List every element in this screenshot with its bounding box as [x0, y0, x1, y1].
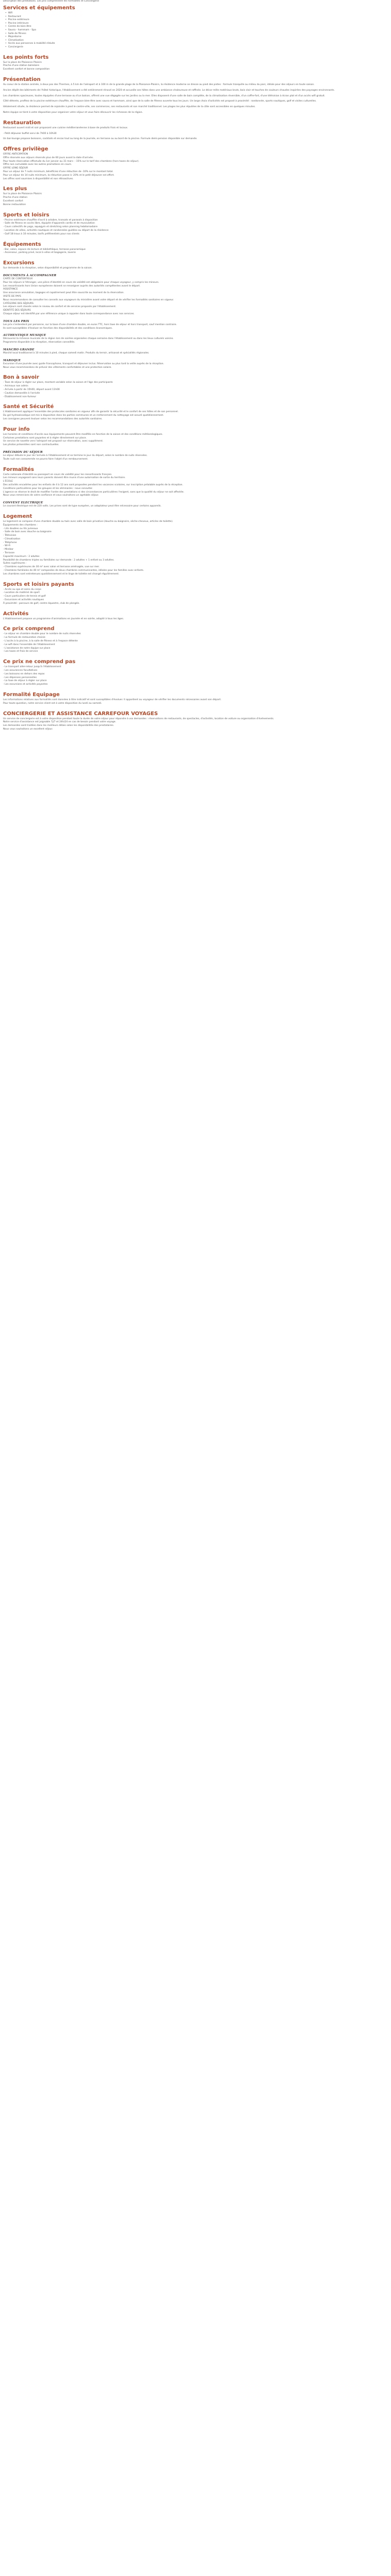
text-line: Le logement se compose d'une chambre double ou twin avec salle de bain privative (douche ou baignoire, sèche-cheveux, articles de toilette).	[3, 520, 173, 523]
sports2-title: Sports et loisirs payants	[3, 581, 74, 587]
maroque-body	[3, 363, 388, 370]
text-line: - L'accès à la piscine, à la salle de fitness et à l'espace détente	[3, 640, 78, 643]
text-line: Suites supérieures :	[3, 562, 27, 565]
text-line: - Minibar	[3, 548, 14, 551]
concierge-body	[3, 718, 388, 732]
services-item: • Accès aux personnes à mobilité réduite	[5, 42, 388, 46]
documents-title: DOCUMENTS À ACCOMPAGNER	[3, 274, 57, 278]
activites-body	[3, 618, 388, 621]
sports2-body	[3, 588, 388, 606]
services-item: • Majordome	[5, 36, 388, 39]
text-line: - Chambres familiales de 40 m² composées de deux chambres communicantes, idéales pour les familles avec enfants.	[3, 569, 144, 572]
paragraph: Notre équipe se tient à votre disposition pour organiser votre séjour et vous faire découvrir les richesses de la région.	[3, 111, 143, 114]
text-line: Sur demande à la réception, selon disponibilité et programme de la saison.	[3, 267, 93, 270]
comprend-title: Ce prix comprend	[3, 626, 55, 632]
text-line: - Le wifi dans l'ensemble de l'établissement	[3, 643, 55, 646]
excursions-body	[3, 267, 388, 270]
conventions-body	[3, 505, 388, 509]
conventions-title: CONVENT ELECTRIQUE	[3, 501, 43, 505]
presentation-body	[3, 83, 388, 115]
maroque-title: MAROQUE	[3, 359, 21, 362]
text-line: Le courant électrique est de 220 volts. Les prises sont de type européen, un adaptateur peut être nécessaire pour certains appareils.	[3, 505, 161, 508]
text-line: - La formule de restauration choisie	[3, 636, 45, 639]
equipements-body	[3, 248, 388, 256]
text-line: Pour un séjour de 7 nuits minimum, bénéficiez d'une réduction de -10% sur le montant total.	[3, 171, 113, 174]
text-line: Proche d'une station	[3, 196, 28, 199]
infos-body	[3, 433, 388, 447]
text-line: Possibilité de chambres triples ou familiales sur demande : 2 adultes + 1 enfant ou 3 adultes.	[3, 558, 115, 562]
text-line: Les photos présentées sont non contractuelles.	[3, 444, 59, 447]
text-line: Les séjours sont classés selon le niveau de confort et de services proposés par l'établissement.	[3, 306, 117, 309]
text-line: Capacité maximum : 2 adultes	[3, 555, 40, 558]
precisions-title: PRÉCISION DU SÉJOUR	[3, 450, 43, 454]
services-item: • Wifi	[5, 12, 388, 15]
text-line: Toute nuit non consommée ne pourra faire l'objet d'un remboursement.	[3, 457, 88, 461]
text-line: - Cours collectifs de yoga, aquagym et stretching selon planning hebdomadaire	[3, 226, 98, 229]
text-line: Nous vous souhaitons un excellent séjour.	[3, 727, 53, 731]
comprend-pas-body	[3, 666, 388, 687]
bien-body	[3, 381, 388, 399]
equipements-title: Équipements	[3, 241, 41, 247]
text-line: Les chambres sont entretenues quotidiennement et le linge de toilette est changé régulièrement.	[3, 572, 119, 575]
paragraph: Côté détente, profitez de la piscine extérieure chauffée, de l'espace bien-être avec sauna et hammam, ainsi que de la salle de fitness ouverte tous les jours. Un large choix d'activités est proposé à proximité : randonnée, sports nautiques, golf et visites culturelles.	[3, 100, 317, 103]
services-item: • Centre de bien-être	[5, 25, 388, 29]
text-line: L'ÉCOLE	[3, 480, 13, 483]
services-item: • Piscine extérieure	[5, 19, 388, 22]
services-item: • Sauna - hammam - Spa	[5, 29, 388, 32]
text-line: Pour un séjour de 14 nuits minimum, la réduction passe à -20% et le petit déjeuner est offert.	[3, 174, 115, 177]
precisions-body	[3, 454, 388, 462]
mancho-title: MANCHO GRANDE	[3, 348, 35, 351]
text-line: - Caution demandée à l'arrivée	[3, 392, 40, 395]
text-line: Conditions particulières pour les groupes et les séminaires : nous consulter.	[3, 487, 93, 490]
infos-title: Pour info	[3, 426, 30, 432]
text-line: Proche d'une station balnéaire	[3, 64, 40, 67]
text-line: - Chambres supérieures de 30 m² avec salon et terrasse aménagée, vue sur mer.	[3, 566, 100, 569]
text-line: - Ascenseur, parking privé, local à vélos et bagagerie, laverie	[3, 251, 76, 255]
text-line: - Le séjour en chambre double pour le nombre de nuits réservées	[3, 633, 81, 636]
services-list	[3, 12, 388, 49]
paragraph: Au coeur de la station animée, à deux pas des Thermes, à 5 km de l'aéroport et à 100 m de la grande plage de la Plaisance-Plaisirs, la résidence moderne se dresse au pied des pistes : formule tranquille au milieu du parc, idéale pour des séjours en toute saison.	[3, 83, 315, 86]
plus-body	[3, 193, 388, 207]
text-line: - Animaux non admis	[3, 385, 28, 388]
services-item: • Climatisation	[5, 39, 388, 43]
authentique-title: AUTHENTIQUE MUSIQUE	[3, 334, 46, 337]
text-line: - Climatisation	[3, 537, 21, 540]
text-line: - Taxe de séjour à régler sur place, montant variable selon la saison et l'âge des participants	[3, 381, 113, 384]
text-line: - Les taxes et frais de service	[3, 650, 38, 653]
text-line: - Golf 18 trous à 10 minutes, tarifs préférentiels pour nos clients	[3, 232, 79, 235]
text-line: Équipements des chambres :	[3, 523, 38, 527]
text-line: - Excursions et activités nautiques	[3, 599, 44, 602]
text-line: ASSISTANCE	[3, 288, 18, 291]
text-line: Pour les séjours à l'étranger, une pièce d'identité en cours de validité est obligatoire pour chaque voyageur, y compris les mineurs.	[3, 281, 159, 284]
text-line: Programme disponible à la réception, réservation conseillée.	[3, 341, 75, 344]
text-line: OFFRE ANTICIPATION	[3, 153, 28, 156]
logement-body	[3, 520, 388, 577]
text-line: - Le transport aller-retour jusqu'à l'établissement	[3, 666, 61, 669]
text-line: - Les excursions et activités payantes	[3, 683, 48, 686]
text-line: Notre service d'assistance est joignable 7j/7 et 24h/24 en cas de besoin pendant votre voyage.	[3, 721, 117, 724]
comprend-pas-title: Ce prix ne comprend pas	[3, 659, 76, 665]
text-line: Nous vous remercions de votre confiance et vous souhaitons un agréable séjour.	[3, 494, 99, 497]
text-line: Excellent confort et bonne composition	[3, 68, 50, 71]
text-line: Carte nationale d'identité ou passeport en cours de validité pour les ressortissants français.	[3, 473, 112, 476]
equipage-body	[3, 699, 388, 706]
text-line: Chaque séjour est identifié par une référence unique à rappeler dans toute correspondance avec nos services.	[3, 313, 135, 315]
activites-title: Activités	[3, 611, 29, 617]
text-line: L'agence se réserve le droit de modifier l'ordre des prestations si des circonstances particulières l'exigent, sans que la qualité du séjour ne soit affectée.	[3, 490, 185, 494]
text-line: Une assurance annulation, bagages et rapatriement peut être souscrite au moment de la réservation.	[3, 292, 124, 295]
text-line: Pour toute réservation effectuée du 1er janvier au 31 mars : -15% sur le tarif des chambres (hors taxes de séjour).	[3, 160, 139, 163]
text-line: Pour toute question, notre service client est à votre disposition du lundi au samedi.	[3, 702, 102, 705]
text-line: - L'assistance de notre équipe sur place	[3, 647, 51, 650]
formalites-body	[3, 473, 388, 498]
sports-title: Sports et loisirs	[3, 212, 50, 218]
equipage-title: Formalité Equipage	[3, 692, 60, 698]
text-line: L'établissement propose un programme d'animations en journée et en soirée, adapté à tous les âges.	[3, 617, 124, 620]
tous-body	[3, 324, 388, 331]
services-item: • Conciergerie	[5, 46, 388, 49]
text-line: CARTE DE CONTENTIEUX	[3, 278, 33, 281]
text-line: Les informations relatives aux formalités sont données à titre indicatif et sont susceptibles d'évoluer. Il appartient au voyageur de vérifier les documents nécessaires avant son départ.	[3, 699, 221, 701]
text-line: - Téléphone	[3, 541, 17, 544]
text-line: - Location de vélos, activités nautiques et randonnées guidées au départ de la résidence	[3, 229, 109, 232]
bien-title: Bon à savoir	[3, 375, 39, 381]
text-line: Les consignes peuvent évoluer selon les recommandations des autorités sanitaires.	[3, 417, 103, 420]
text-line: Bonne restauration	[3, 203, 26, 206]
text-line: - Terrasse	[3, 552, 15, 555]
text-line: - Location de matériel de sport	[3, 591, 40, 595]
text-line: Offre réservée aux séjours réservés plus de 60 jours avant la date d'arrivée.	[3, 156, 94, 159]
text-line: - Les assurances facultatives	[3, 669, 38, 672]
text-line: CATÉGORIE DES SÉJOURS	[3, 302, 34, 305]
text-line: Les horaires et conditions d'accès aux équipements peuvent être modifiés en fonction de la saison et des conditions météorologiques.	[3, 433, 163, 436]
text-line: - Salle de fitness en accès libre, équipée d'appareils cardio et de musculation	[3, 222, 95, 225]
points-list	[3, 61, 388, 72]
text-line: - Les dépenses personnelles	[3, 676, 37, 679]
logement-title: Logement	[3, 513, 32, 519]
paragraph: Un bar-lounge propose boissons, cocktails et encas tout au long de la journée, en terrasse ou au bord de la piscine. Formule demi-pension disponible sur demande.	[3, 138, 198, 141]
authentique-body	[3, 337, 388, 345]
text-line: Un service de navette vers l'aéroport est proposé sur réservation, avec supplément.	[3, 440, 104, 443]
text-line: - Wi-Fi	[3, 545, 11, 548]
text-line: L'établissement applique l'ensemble des protocoles sanitaires en vigueur afin de garantir la sécurité et le confort de ses hôtes et de son personnel.	[3, 411, 179, 414]
text-line: Les mineurs voyageant sans leurs parents doivent être munis d'une autorisation de sortie du territoire.	[3, 477, 126, 480]
text-line: - Télévision	[3, 534, 17, 537]
document	[3, 0, 388, 734]
offres-body	[3, 153, 388, 181]
text-line: Les ressortissants hors Union européenne doivent se renseigner auprès des autorités compétentes avant le départ.	[3, 284, 141, 287]
sante-body	[3, 411, 388, 421]
text-line: IDENTITÉ DES SÉJOURS	[3, 309, 31, 312]
text-line: Offre non cumulable avec les autres promotions en cours.	[3, 163, 72, 166]
excursions-title: Excursions	[3, 260, 35, 266]
text-line: Ils sont susceptibles d'évoluer en fonction des disponibilités et des conditions économiques.	[3, 327, 113, 330]
presentation-title: Présentation	[3, 76, 41, 82]
points-title: Les points forts	[3, 54, 49, 60]
text-line: À proximité : parcours de golf, centre équestre, club de plongée.	[3, 602, 80, 605]
comprend-body	[3, 633, 388, 654]
restauration-body	[3, 127, 388, 141]
intro-text: Description des prestations. Les prix comprennent les Formalités et Conciergerie	[3, 0, 100, 3]
text-line: Certaines prestations sont payantes et à régler directement sur place.	[3, 436, 87, 439]
text-line: - Accès au spa et soins du corps	[3, 588, 41, 591]
paragraph: Restaurant ouvert midi et soir proposant une cuisine méditerranéenne à base de produits frais et locaux.	[3, 126, 128, 129]
concierge-title: CONCIERGERIE ET ASSISTANCE CARREFOUR VOYAGES	[3, 710, 158, 717]
text-line: Sur la place de Plaisance Plaisirs	[3, 193, 42, 196]
formalites-title: Formalités	[3, 466, 34, 472]
text-line: - Les boissons en dehors des repas	[3, 672, 45, 675]
text-line: Les offres sont soumises à disponibilité et non rétroactives.	[3, 177, 74, 180]
text-line: - Arrivée à partir de 15h00, départ avant 11h00	[3, 388, 60, 391]
text-line: - Lits doubles ou lits jumeaux	[3, 527, 38, 530]
plus-title: Les plus	[3, 186, 27, 192]
text-line: - Établissement non-fumeur	[3, 395, 37, 398]
text-line: - Piscine extérieure chauffée d'avril à octobre, transats et parasols à disposition	[3, 218, 98, 222]
text-line: - La taxe de séjour à régler sur place	[3, 680, 47, 683]
text-line: - Bar, salon, espace de lecture et bibliothèque, terrasse panoramique	[3, 248, 86, 251]
text-line: Marché local traditionnel à 10 minutes à pied, chaque samedi matin. Produits du terroir, artisanat et spécialités régionales.	[3, 351, 150, 354]
text-line: Des activités encadrées pour les enfants de 4 à 12 ans sont proposées pendant les vacances scolaires, sur inscription préalable auprès de la réception.	[3, 483, 183, 486]
paragraph: Ancien dépôt des bâtiments de l'hôtel historique, l'établissement a été entièrement rénové en 2020 et accueille ses hôtes dans une ambiance chaleureuse et raffinée. Le décor mêle matériaux bruts, bois clair et touches de couleurs chaudes inspirées des paysages environnants.	[3, 89, 335, 92]
text-line: OFFRE LONG SÉJOUR	[3, 167, 28, 170]
text-line: Excellent confort	[3, 200, 23, 203]
text-line: - Cours particuliers de tennis et golf	[3, 595, 46, 598]
text-line: Un service de conciergerie est à votre disposition pendant toute la durée de votre séjour pour répondre à vos demandes : réservations de restaurants, de spectacles, d'activités, location de voiture ou organisation d'événements.	[3, 717, 274, 720]
text-line: Du gel hydroalcoolique est mis à disposition dans les parties communes et un renforcement du nettoyage est assuré quotidiennement.	[3, 414, 164, 417]
text-line: - Salle de bain avec douche ou baignoire	[3, 531, 52, 534]
text-line: Découvrez la richesse musicale de la région lors de soirées organisées chaque semaine dans l'établissement ou dans les lieux culturels voisins.	[3, 337, 174, 341]
mancho-body	[3, 352, 388, 355]
paragraph: Les chambres spacieuses, toutes équipées d'une terrasse ou d'un balcon, offrent une vue dégagée sur les jardins ou la mer. Elles disposent d'une salle de bain complète, de la climatisation réversible, d'un coffre-fort, d'une télévision à écran plat et d'un accès wifi gratuit.	[3, 94, 325, 97]
services-title: Services et équipements	[3, 5, 75, 11]
sante-title: Santé et Sécurité	[3, 404, 54, 410]
text-line: Les prix s'entendent par personne, sur la base d'une chambre double, en euros TTC, hors taxe de séjour et hors transport, sauf mention contraire.	[3, 323, 177, 326]
text-line: VISITE DE PAYS	[3, 295, 21, 298]
offres-title: Offres privilège	[3, 146, 48, 152]
text-line: Les demandes sont traitées dans les meilleurs délais selon les disponibilités des prestataires.	[3, 724, 115, 727]
restauration-title: Restauration	[3, 120, 41, 126]
paragraph: - Petit déjeuner buffet servi de 7h00 à 10h30	[3, 132, 57, 135]
text-line: Nous vous recommandons de prévoir des vêtements confortables et une protection solaire.	[3, 366, 112, 369]
services-item: • Piscine intérieure	[5, 22, 388, 26]
services-item: • Salle de fitness	[5, 32, 388, 36]
text-line: Sur la place de Plaisance Plaisirs	[3, 61, 42, 64]
text-line: Le séjour débute le jour de l'arrivée à l'établissement et se termine le jour du départ, selon le nombre de nuits réservées.	[3, 454, 148, 457]
documents-body	[3, 278, 388, 316]
sports-body	[3, 219, 388, 236]
tous-title: TOUS LES PRIX	[3, 319, 29, 323]
services-item: • Restaurant	[5, 15, 388, 19]
paragraph: Idéalement située, la résidence permet de rejoindre à pied le centre-ville, ses commerces, ses restaurants et son marché traditionnel. Les plages les plus réputées de la côte sont accessibles en quelques minutes.	[3, 106, 256, 109]
text-line: Nous recommandons de consulter les conseils aux voyageurs du ministère avant votre départ et de vérifier les formalités sanitaires en vigueur.	[3, 298, 174, 301]
text-line: Excursion d'une journée avec guide francophone, transport et déjeuner inclus. Réservation au plus tard la veille auprès de la réception.	[3, 362, 165, 365]
